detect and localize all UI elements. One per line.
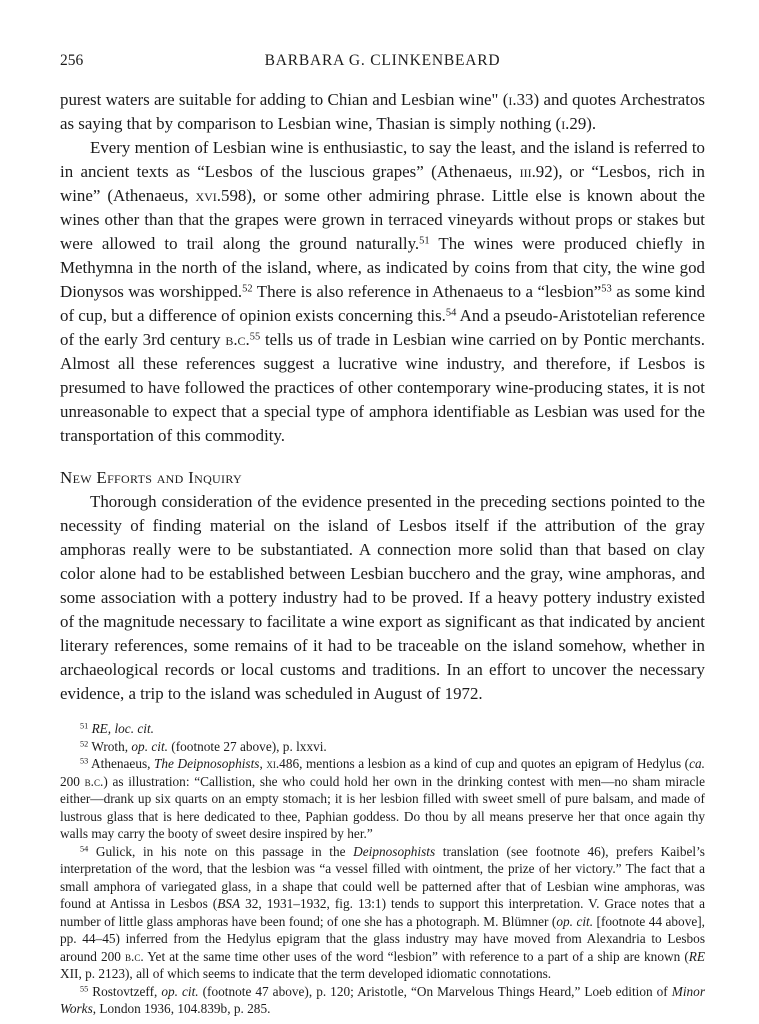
section-heading: New Efforts and Inquiry: [60, 468, 242, 487]
footnotes: [60, 720, 705, 1018]
footnote-ref-51[interactable]: 51: [419, 235, 430, 247]
footnote-52: $^{52}$ Wroth, op. cit. (footnote 27 above), p. lxxvi.: [80, 738, 327, 754]
paragraph-2: Every mention of Lesbian wine is enthusiastic, to say the least, and the island is referred to in ancient texts as “Lesbos of the luscious grapes” (Athenaeus, iii.92), or “Lesbos, rich in wine” (Athenaeus, xvi.598), or some other admiring phrase. Little else is known about the wines other than that the grapes were grown in terraced vineyards without props or stakes but were allowed to trail along the ground naturally.$^{51}$ The wines were produced chiefly in Methymna in the north of the island, where, as indicated by coins from that city, the wine god Dionysos was worshipped.$^{52}$ There is also reference in Athenaeus to a “lesbion”$^{53}$ as some kind of cup, but a difference of opinion exists concerning this.$^{54}$ And a pseudo-Aristotelian reference of the early 3rd century b.c.$^{55}$ tells us of trade in Lesbian wine carried on by Pontic merchants. Almost all these references suggest a lucrative wine industry, and therefore, if Lesbos is presumed to have followed the practices of other contemporary wine-producing states, it is not unreasonable to expect that a special type of amphora identifiable as Lesbian was used for the transportation of this commodity.: [60, 138, 705, 445]
footnote-51: $^{51}$ RE, loc. cit.: [80, 721, 154, 736]
page-header: [60, 52, 705, 76]
footnote-ref-52[interactable]: 52: [242, 283, 253, 295]
footnote-55: $^{55}$ Rostovtzeff, op. cit. (footnote 47 above), p. 120; Aristotle, “On Marvelous Things Heard,” Loeb edition of Minor Works, London 1936, 104.839b, p. 285.: [60, 983, 705, 1016]
running-head: BARBARA G. CLINKENBEARD: [264, 52, 501, 69]
body-text: [60, 88, 705, 706]
footnote-53: $^{53}$ Athenaeus, The Deipnosophists, xi.486, mentions a lesbion as a kind of cup and quotes an epigram of Hedylus (ca. 200 b.c.) as illustration: “Callistion, she who could hold her own in the drinking contest with men—no sham miracle either—drank up six quarts on an empty stomach; it is her lesbion filled with sweet smell of pure balsam, and made of lustrous glass that is here dedicated to thee, Paphian goddess. Do thou by all means preserve her that once again thy walls may carry the booty of sweet desire inspired by her.”: [60, 756, 705, 841]
page-number: 256: [60, 52, 84, 69]
page: [60, 52, 705, 1018]
paragraph-1: purest waters are suitable for adding to Chian and Lesbian wine" (i.33) and quotes Archestratos as saying that by comparison to Lesbian wine, Thasian is simply nothing (i.29).: [60, 90, 705, 133]
paragraph-3: Thorough consideration of the evidence presented in the preceding sections pointed to the necessity of finding material on the island of Lesbos itself if the attribution of the gray amphoras really were to be substantiated. A connection more solid than that based on clay color alone had to be established between Lesbian bucchero and the gray, wine amphoras, and some association with a pottery industry had to be proved. If a heavy pottery industry existed of the magnitude necessary to facilitate a wine export as significant as that indicated by ancient literary references, some remains of it had to be traceable on the island somehow, whether in archaeological records or local customs and traditions. In an effort to uncover the necessary evidence, a trip to the island was scheduled in August of 1972.: [60, 492, 705, 703]
footnote-ref-55[interactable]: 55: [249, 331, 261, 343]
footnote-54: $^{54}$ Gulick, in his note on this passage in the Deipnosophists translation (see footnote 46), prefers Kaibel’s interpretation of the word, that the lesbion was “a vessel filled with ointment, the prize of her victory.” The fact that a small amphora of variegated glass, in a shape that could well be patterned after that of Lesbian wine amphoras, was found at Antissa in Lesbos (BSA 32, 1931–1932, fig. 13:1) tends to support this interpretation. V. Grace notes that a number of little glass amphoras have been found; of one she has a photograph. M. Blümner (op. cit. [footnote 44 above], pp. 44–45) inferred from the Hedylus epigram that the glass industry may have moved from Alexandria to Lesbos around 200 b.c. Yet at the same time other uses of the word “lesbion” with reference to a part of a ship are known (RE XII, p. 2123), all of which seems to indicate that the term developed idiomatic connotations.: [60, 843, 706, 981]
footnote-ref-53[interactable]: 53: [601, 283, 612, 295]
footnote-ref-54[interactable]: 54: [445, 307, 457, 319]
